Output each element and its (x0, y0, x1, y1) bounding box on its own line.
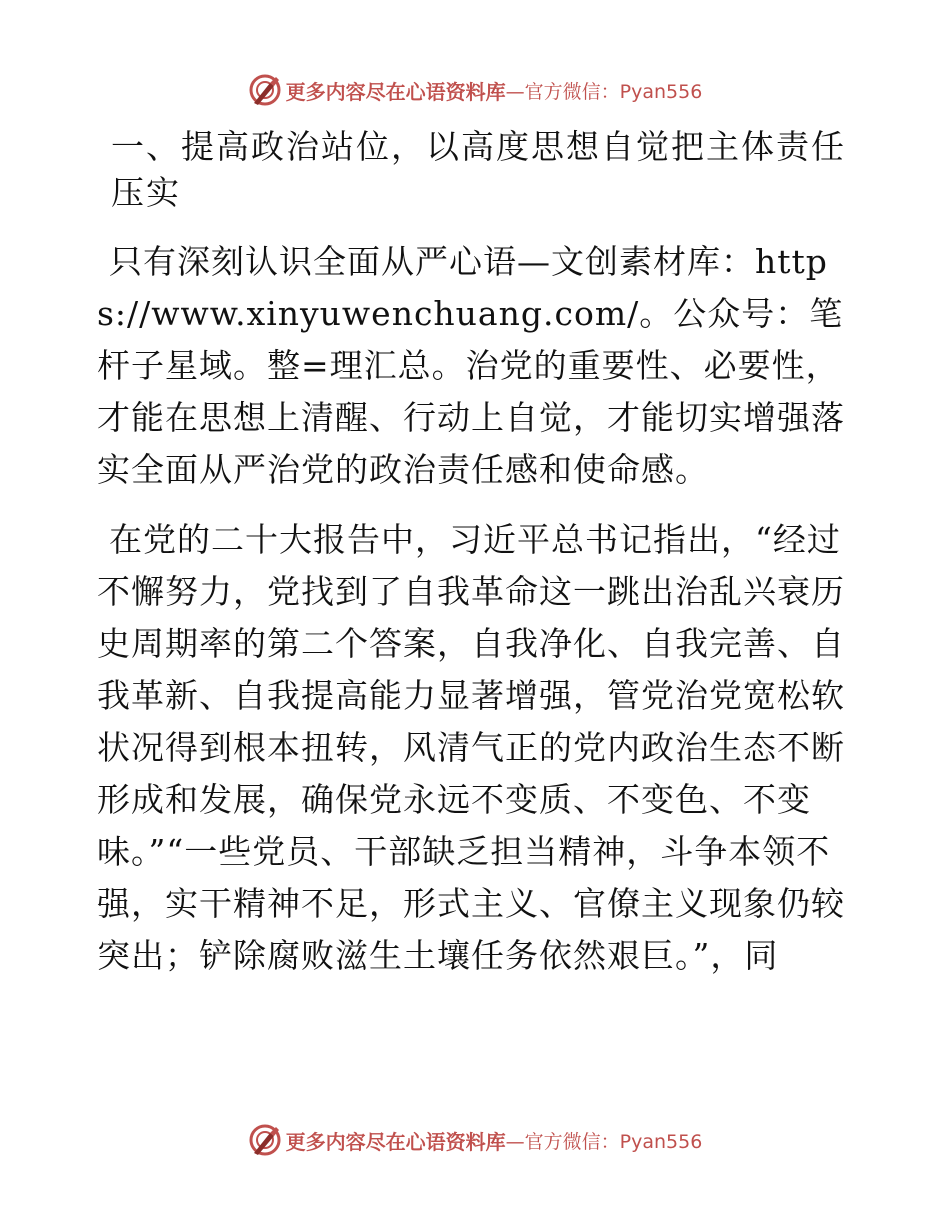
section-heading: 一、提高政治站位，以高度思想自觉把主体责任压实 (111, 127, 846, 212)
pen-circle-logo-icon (248, 73, 282, 107)
header-watermark-banner (0, 70, 950, 110)
pen-circle-logo-icon (248, 1123, 282, 1157)
banner-wechat-id: —官方微信：Pyan556 (505, 80, 703, 103)
paragraph-2 (97, 514, 853, 982)
paragraph-1 (97, 236, 853, 496)
banner-site-name: 更多内容尽在心语资料库 (285, 79, 506, 104)
paragraph-2-text: 在党的二十大报告中，习近平总书记指出，“经过不懈努力，党找到了自我革命这一跳出治乱兴衰历史周期率的第二个答案，自我净化、自我完善、自我革新、自我提高能力显著增强，管党治党宽松软状况得到根本扭转，风清气正的党内政治生态不断形成和发展，确保党永远不变质、不变色、不变味。”“一些党员、干部缺乏担当精神，斗争本领不强，实干精神不足，形式主义、官僚主义现象仍较突出；铲除腐败滋生土壤任务依然艰巨。”，同 (97, 520, 845, 975)
document-body (97, 124, 853, 1000)
banner-wechat-id: —官方微信：Pyan556 (505, 1130, 703, 1153)
paragraph-1-text: 只有深刻认识全面从严心语—文创素材库：https://www.xinyuwenchuang.com/。公众号：笔杆子星域。整=理汇总。治党的重要性、必要性，才能在思想上清醒、行动上自觉，才能切实增强落实全面从严治党的政治责任感和使命感。 (97, 242, 845, 489)
footer-watermark-banner (0, 1120, 950, 1160)
banner-site-name: 更多内容尽在心语资料库 (285, 1129, 506, 1154)
